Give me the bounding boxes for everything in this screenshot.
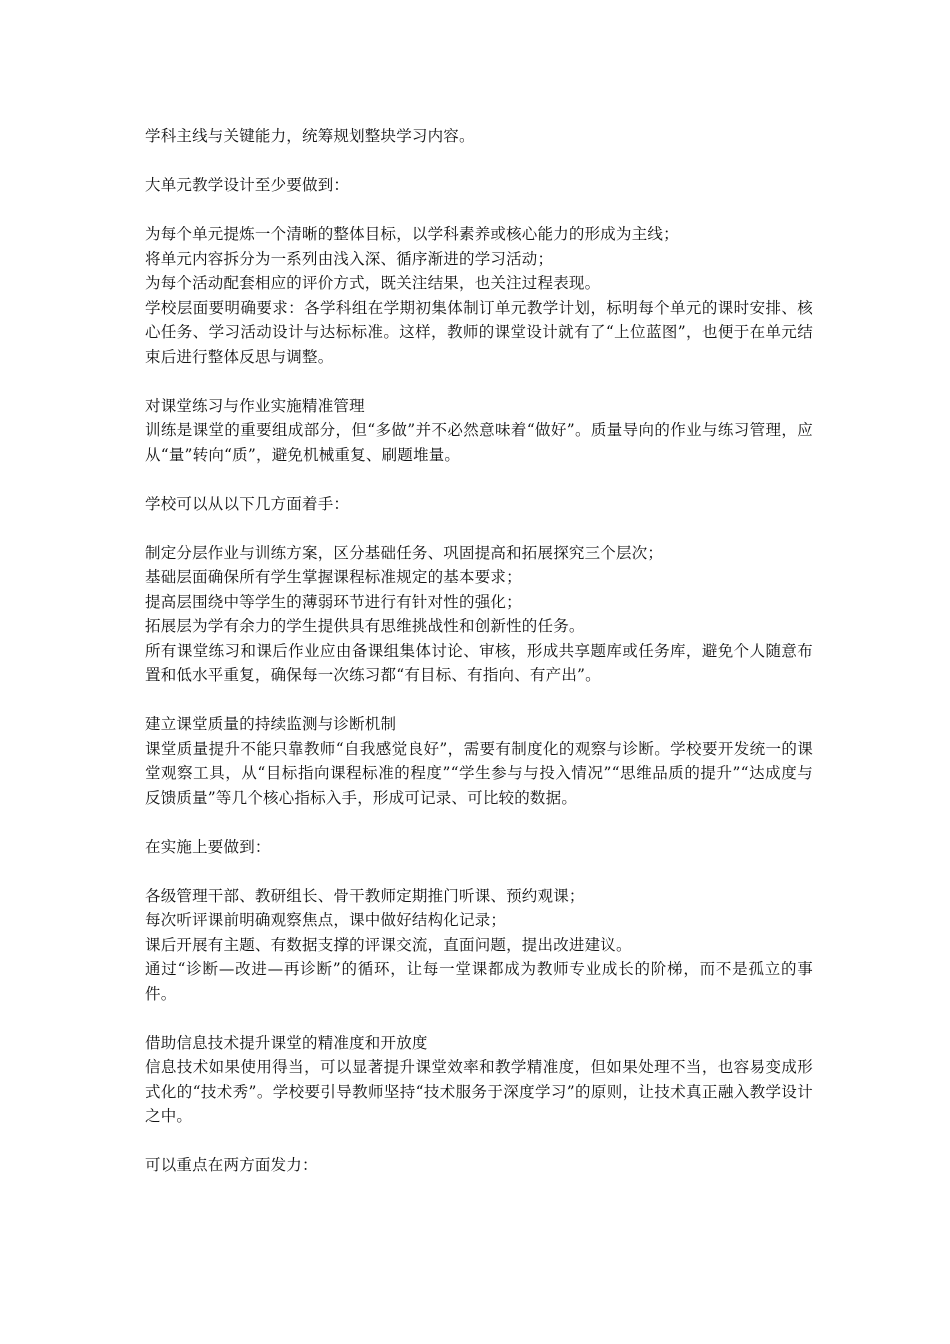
- paragraph-gap: [145, 1006, 813, 1031]
- paragraph: 学科主线与关键能力，统筹规划整块学习内容。: [145, 127, 475, 145]
- list-item: 基础层面确保所有学生掌握课程标准规定的基本要求；: [145, 568, 522, 586]
- paragraph-gap: [145, 1129, 813, 1154]
- list-item: 课后开展有主题、有数据支撑的评课交流，直面问题，提出改进建议。: [145, 935, 632, 954]
- paragraph: 信息技术如果使用得当，可以显著提升课堂效率和教学精准度，但如果处理不当，也容易变成形式化的“技术秀”。学校要引导教师坚持“技术服务于深度学习”的原则，让技术真正融入教学设计之中。: [145, 1058, 813, 1125]
- paragraph: 所有课堂练习和课后作业应由备课组集体讨论、审核，形成共享题库或任务库，避免个人随意布置和低水平重复，确保每一次练习都“有目标、有指向、有产出”。: [145, 641, 813, 684]
- paragraph-gap: [145, 149, 813, 174]
- paragraph: 学校可以从以下几方面着手：: [145, 494, 350, 513]
- document-body: [145, 124, 813, 1178]
- list-item: 制定分层作业与训练方案，区分基础任务、巩固提高和拓展探究三个层次；: [145, 543, 664, 562]
- section-heading: 对课堂练习与作业实施精准管理: [145, 396, 365, 415]
- paragraph-gap: [145, 369, 813, 394]
- paragraph: 大单元教学设计至少要做到：: [145, 176, 350, 194]
- paragraph: 在实施上要做到：: [145, 837, 271, 856]
- list-item: 为每个活动配套相应的评价方式，既关注结果，也关注过程表现。: [145, 274, 601, 292]
- list-item: 为每个单元提炼一个清晰的整体目标，以学科素养或核心能力的形成为主线；: [145, 225, 679, 243]
- list-item: 提高层围绕中等学生的薄弱环节进行有针对性的强化；: [145, 592, 522, 611]
- paragraph: 学校层面要明确要求：各学科组在学期初集体制订单元教学计划，标明每个单元的课时安排、核心任务、学习活动设计与达标标准。这样，教师的课堂设计就有了“上位蓝图”，也便于在单元结束后进行整体反思与调整。: [145, 298, 813, 366]
- paragraph: 课堂质量提升不能只靠教师“自我感觉良好”，需要有制度化的观察与诊断。学校要开发统一的课堂观察工具，从“目标指向课程标准的程度”“学生参与与投入情况”“思维品质的提升”“达成度与反馈质量”等几个核心指标入手，形成可记录、可比较的数据。: [145, 739, 813, 807]
- paragraph-gap: [145, 467, 813, 492]
- list-item: 每次听评课前明确观察焦点，课中做好结构化记录；: [145, 911, 507, 929]
- paragraph: 通过“诊断—改进—再诊断”的循环，让每一堂课都成为教师专业成长的阶梯，而不是孤立的事件。: [145, 960, 813, 1003]
- paragraph-gap: [145, 810, 813, 835]
- paragraph-gap: [145, 688, 813, 713]
- paragraph-gap: [145, 516, 813, 541]
- section-heading: 建立课堂质量的持续监测与诊断机制: [145, 715, 397, 733]
- paragraph-gap: [145, 198, 813, 223]
- paragraph: 训练是课堂的重要组成部分，但“多做”并不必然意味着“做好”。质量导向的作业与练习管理，应从“量”转向“质”，避免机械重复、刷题堆量。: [145, 421, 813, 464]
- section-heading: 借助信息技术提升课堂的精准度和开放度: [145, 1033, 428, 1052]
- paragraph-gap: [145, 859, 813, 884]
- paragraph: 可以重点在两方面发力：: [145, 1156, 318, 1174]
- list-item: 各级管理干部、教研组长、骨干教师定期推门听课、预约观课；: [145, 886, 585, 905]
- list-item: 拓展层为学有余力的学生提供具有思维挑战性和创新性的任务。: [145, 617, 585, 635]
- list-item: 将单元内容拆分为一系列由浅入深、循序渐进的学习活动；: [145, 249, 554, 268]
